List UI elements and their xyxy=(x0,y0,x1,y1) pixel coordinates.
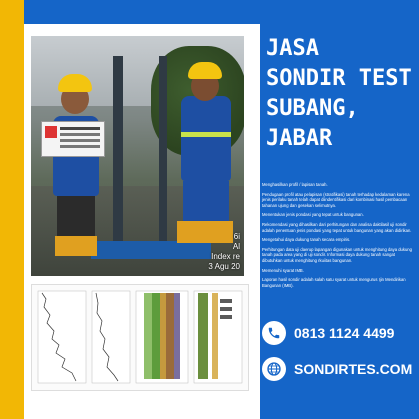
sondir-rig-post xyxy=(159,56,167,256)
desc-paragraph: Rekomendasi yang dihasilkan dari perhitungan dan analisa daktilasil uji sondir adalah penentuan jenis pondasi yang tepat untuk bangunan yang akan didirikan. xyxy=(262,221,412,233)
stamp-line: Index re xyxy=(211,252,240,261)
service-description xyxy=(262,182,412,292)
phone-icon xyxy=(262,321,286,345)
worker-left-boots xyxy=(55,236,97,256)
company-sign xyxy=(41,121,105,157)
stamp-line: 3 Agu 20 xyxy=(208,262,240,271)
desc-paragraph: Menghasilkan profil / lapisan tanah. xyxy=(262,182,328,187)
headline-line: JASA xyxy=(266,36,319,61)
desc-paragraph: Perhitungan data uji daerup lapangan digunakan untuk menghitung daya dukung tanah pada area yang di uji sondir. Informasi daya dukung tanah sangat dibutuhkan untuk menghitung rkuiitas bangunan. xyxy=(262,246,412,263)
desc-paragraph: Laporan hasil sondir adalah salah satu syarat untuk mengurus Ijin Mendirikan Bangunan (IMB). xyxy=(262,277,406,288)
globe-icon xyxy=(262,357,286,381)
headline-line: SUBANG, xyxy=(266,96,359,121)
website-contact[interactable] xyxy=(262,357,412,381)
desc-paragraph: Mengetahui daya dukung tanah secara empiris. xyxy=(262,237,351,243)
headline-line: JABAR xyxy=(266,126,333,151)
sondir-rig-post xyxy=(113,56,123,256)
worker-right-legs xyxy=(183,181,229,226)
reflective-stripe xyxy=(181,132,231,137)
sign-logo xyxy=(45,126,57,138)
worker-left-legs xyxy=(57,196,95,241)
sondir-rig-base xyxy=(91,241,211,259)
stamp-line: 6i xyxy=(233,232,240,241)
left-yellow-strip xyxy=(0,0,24,419)
headline-line: SONDIR TEST xyxy=(266,66,412,91)
desc-paragraph: Menentukan jenis pondasi yang tepat untuk bangunan. xyxy=(262,212,364,218)
worker-right-body xyxy=(181,96,231,181)
website-url: SONDIRTES.COM xyxy=(294,361,413,377)
headline xyxy=(266,34,416,154)
phone-contact[interactable] xyxy=(262,321,394,345)
hard-hat-icon xyxy=(58,74,92,92)
sign-text-lines xyxy=(60,127,100,130)
photo-timestamp xyxy=(208,232,240,272)
sondir-chart-graphic xyxy=(32,285,248,390)
sondir-result-charts xyxy=(31,284,249,391)
desc-paragraph: Memenuhi syarat IMB. xyxy=(262,267,304,273)
phone-number: 0813 1124 4499 xyxy=(294,325,395,341)
hard-hat-icon xyxy=(188,62,222,79)
stamp-line: Al xyxy=(232,242,240,251)
desc-paragraph: Pendugaan profil atau pelapisan (stratifikasi) tanah terhadap kedalaman karena jenis perilaku tanah telah dapat diindentifikasi dari kombinasi hasil pembacaan tahanan ujung dan gesekan selimutnya. xyxy=(262,191,410,208)
field-photo xyxy=(31,36,244,276)
